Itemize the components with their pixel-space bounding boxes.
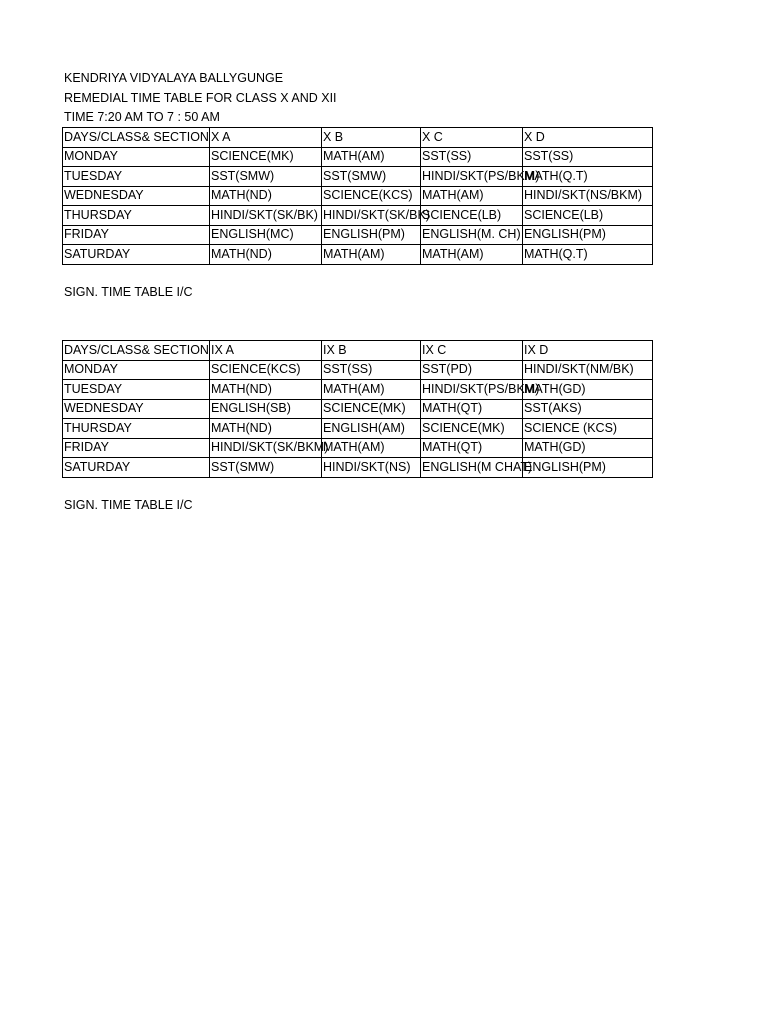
- table-cell: SCIENCE(KCS): [210, 360, 322, 380]
- table-cell: ENGLISH(MC): [210, 225, 322, 245]
- table-cell: SCIENCE (KCS): [523, 419, 653, 439]
- table-row: [63, 419, 653, 439]
- header-cell: X D: [523, 128, 653, 148]
- table-header-row: [63, 341, 653, 361]
- table-cell: ENGLISH(AM): [322, 419, 421, 439]
- table-cell: HINDI/SKT(NM/BK): [523, 360, 653, 380]
- day-cell: THURSDAY: [63, 419, 210, 439]
- day-cell: MONDAY: [63, 360, 210, 380]
- table-cell: HINDI/SKT(SK/BK): [210, 206, 322, 226]
- table-cell: MATH(ND): [210, 245, 322, 265]
- table-cell: HINDI/SKT(SK/BKM): [210, 438, 322, 458]
- header-cell: X B: [322, 128, 421, 148]
- table-cell: ENGLISH(PM): [322, 225, 421, 245]
- table-cell: SCIENCE(KCS): [322, 186, 421, 206]
- table-cell: SCIENCE(LB): [523, 206, 653, 226]
- table-cell: SST(AKS): [523, 399, 653, 419]
- signature-line: SIGN. TIME TABLE I/C: [64, 498, 193, 512]
- table-cell: MATH(GD): [523, 438, 653, 458]
- table-cell: SST(SMW): [210, 458, 322, 478]
- table-row: [63, 206, 653, 226]
- table-row: [63, 186, 653, 206]
- table-row: [63, 245, 653, 265]
- class-x-timetable: [62, 127, 653, 265]
- table-cell: MATH(AM): [322, 147, 421, 167]
- table-cell: SST(SS): [523, 147, 653, 167]
- day-cell: TUESDAY: [63, 167, 210, 187]
- table-cell: SST(SS): [421, 147, 523, 167]
- table-cell: MATH(Q.T): [523, 167, 653, 187]
- table-cell: MATH(GD): [523, 380, 653, 400]
- table-cell: MATH(AM): [421, 245, 523, 265]
- table-cell: SCIENCE(MK): [421, 419, 523, 439]
- table-cell: SST(PD): [421, 360, 523, 380]
- table-row: [63, 147, 653, 167]
- day-cell: MONDAY: [63, 147, 210, 167]
- table-cell: MATH(AM): [322, 380, 421, 400]
- day-cell: FRIDAY: [63, 438, 210, 458]
- table-cell: MATH(Q.T): [523, 245, 653, 265]
- header-cell: IX C: [421, 341, 523, 361]
- table-cell: SCIENCE(MK): [322, 399, 421, 419]
- table-cell: MATH(AM): [421, 186, 523, 206]
- table-cell: HINDI/SKT(SK/BK): [322, 206, 421, 226]
- table-cell: SST(SMW): [322, 167, 421, 187]
- table-cell: SCIENCE(LB): [421, 206, 523, 226]
- header-cell: IX A: [210, 341, 322, 361]
- header-cell: DAYS/CLASS& SECTION: [63, 341, 210, 361]
- header-cell: X A: [210, 128, 322, 148]
- table-cell: ENGLISH(M CHAT): [421, 458, 523, 478]
- signature-line: SIGN. TIME TABLE I/C: [64, 285, 193, 299]
- table-row: [63, 167, 653, 187]
- day-cell: WEDNESDAY: [63, 399, 210, 419]
- table-cell: HINDI/SKT(NS/BKM): [523, 186, 653, 206]
- day-cell: SATURDAY: [63, 245, 210, 265]
- class-ix-timetable: [62, 340, 653, 478]
- table-cell: ENGLISH(M. CH): [421, 225, 523, 245]
- table-cell: MATH(QT): [421, 399, 523, 419]
- table-cell: MATH(ND): [210, 186, 322, 206]
- table-row: [63, 380, 653, 400]
- header-cell: DAYS/CLASS& SECTION: [63, 128, 210, 148]
- table-row: [63, 438, 653, 458]
- day-cell: WEDNESDAY: [63, 186, 210, 206]
- day-cell: FRIDAY: [63, 225, 210, 245]
- header-cell: X C: [421, 128, 523, 148]
- header-cell: IX D: [523, 341, 653, 361]
- day-cell: SATURDAY: [63, 458, 210, 478]
- table-cell: SST(SS): [322, 360, 421, 380]
- table-row: [63, 225, 653, 245]
- table-cell: MATH(AM): [322, 438, 421, 458]
- timetable-time: TIME 7:20 AM TO 7 : 50 AM: [64, 110, 220, 124]
- school-name: KENDRIYA VIDYALAYA BALLYGUNGE: [64, 71, 284, 85]
- header-cell: IX B: [322, 341, 421, 361]
- timetable-title: REMEDIAL TIME TABLE FOR CLASS X AND XII: [64, 91, 337, 105]
- day-cell: TUESDAY: [63, 380, 210, 400]
- table-row: [63, 458, 653, 478]
- table-cell: MATH(ND): [210, 419, 322, 439]
- table-cell: HINDI/SKT(NS): [322, 458, 421, 478]
- table-header-row: [63, 128, 653, 148]
- table-cell: ENGLISH(PM): [523, 458, 653, 478]
- table-cell: HINDI/SKT(PS/BKM): [421, 380, 523, 400]
- day-cell: THURSDAY: [63, 206, 210, 226]
- table-cell: MATH(AM): [322, 245, 421, 265]
- table-cell: MATH(QT): [421, 438, 523, 458]
- table-cell: ENGLISH(SB): [210, 399, 322, 419]
- table-cell: SCIENCE(MK): [210, 147, 322, 167]
- table-row: [63, 399, 653, 419]
- table-row: [63, 360, 653, 380]
- table-cell: MATH(ND): [210, 380, 322, 400]
- table-cell: HINDI/SKT(PS/BKM): [421, 167, 523, 187]
- table-cell: ENGLISH(PM): [523, 225, 653, 245]
- table-cell: SST(SMW): [210, 167, 322, 187]
